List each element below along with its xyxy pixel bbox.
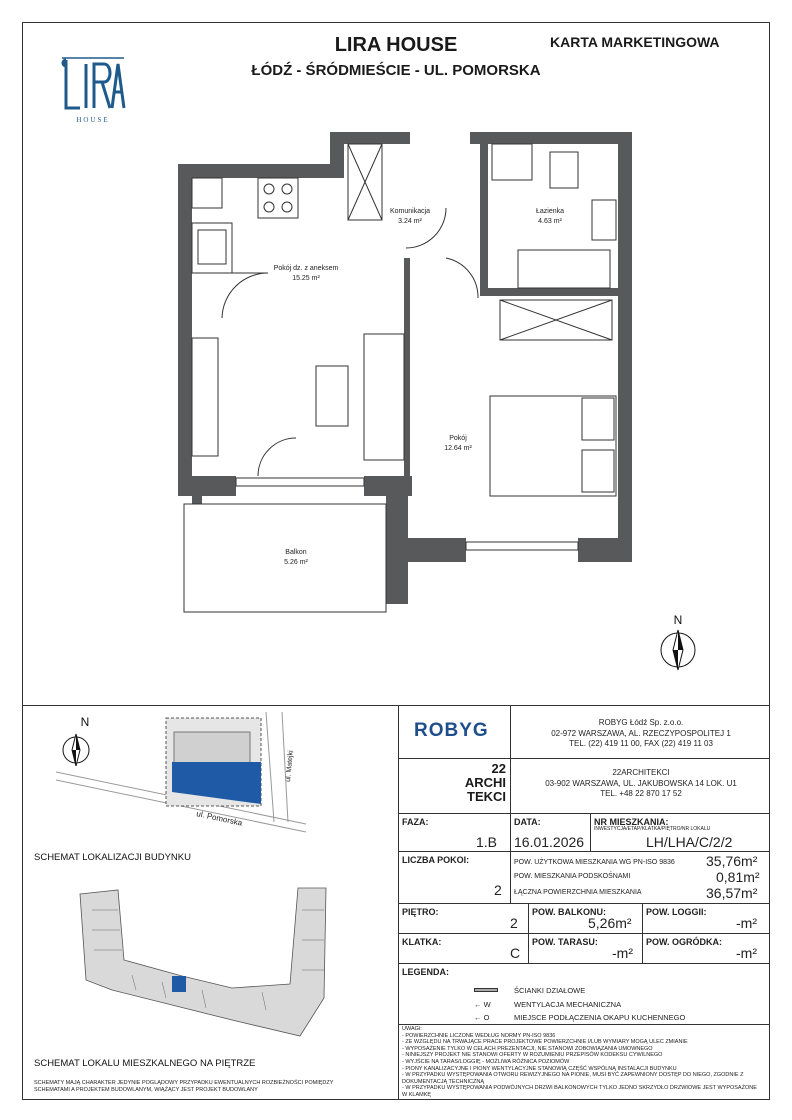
floor-scheme [72,880,332,1040]
note-line: - W PRZYPADKU WYSTĘPOWANIA PODWÓJNYCH DRZWI BALKONOWYCH TYLKO JEDNO SKRZYDŁO DRZWIOWE JEST WYPOSAŻONE W KLAMKĘ [402,1085,757,1098]
arch-logo-line: ARCHI [464,775,506,790]
note-line: - WYPOSAŻENIE TYLKO W CELACH PREZENTACJI, NIE STANOWI ZOBOWIĄZANIA UMOWNEGO [402,1045,653,1052]
architects-info [512,768,770,800]
klatka-label: KLATKA: [402,937,442,947]
room-lazienka-area: 4.63 m² [538,218,562,225]
row-line [398,851,770,852]
pokoi-value: 2 [494,882,502,898]
taras-label: POW. TARASU: [532,937,598,947]
room-balkon-name: Balkon [285,549,307,556]
room-komunikacja-area: 3.24 m² [398,218,422,225]
room-lazienka-name: Łazienka [535,208,565,215]
room-pokoj-dzienny-name: Pokój dz. z aneksem [273,265,339,272]
room-pokoj-name: Pokój [449,435,467,442]
legend-hood-symbol: ← O [474,1013,490,1022]
caption-floor: SCHEMAT LOKALU MIESZKALNEGO NA PIĘTRZE [34,1058,256,1069]
arch-line: 03-902 WARSZAWA, UL. JAKUBOWSKA 14 LOK. U1 [545,778,737,788]
loggia-label: POW. LOGGII: [646,907,707,917]
plan-compass-letter: N [673,613,683,627]
arch-logo-line: 22 [491,761,506,776]
balkon-label: POW. BALKONU: [532,907,606,917]
area-total-label: ŁĄCZNA POWIERZCHNIA MIESZKANIA [514,889,642,896]
lira-house-logo [58,52,128,124]
row-line [398,903,770,904]
col-line [510,851,511,903]
section-divider [22,705,770,706]
street-matejki: ul. Matejki [285,750,295,783]
project-title: LIRA HOUSE [334,34,458,56]
col-line [590,813,591,851]
robyg-logo: ROBYG [414,720,489,741]
robyg-line: TEL. (22) 419 11 00, FAX (22) 419 11 03 [569,739,713,748]
ogrodek-label: POW. OGRÓDKA: [646,937,722,947]
area-total-value: 36,57m² [706,885,758,901]
row-line [398,933,770,934]
row-line [398,813,770,814]
nr-label: NR MIESZKANIA: [594,817,669,827]
faza-label: FAZA: [402,817,429,827]
klatka-value: C [510,945,521,961]
note-line: - ZE WZGLĘDU NA TRWAJĄCE PRACE PROJEKTOWE POWIERZCHNIE I/LUB WYMIARY MOGĄ ULEC ZMIANIE [402,1039,688,1046]
robyg-info [512,718,770,750]
pokoi-label: LICZBA POKOI: [402,855,470,865]
schema-disclaimer: SCHEMATY MAJĄ CHARAKTER JEDYNIE POGLĄDOWY PRZYPADKU EWENTUALNYCH ROZBIEŻNOŚCI POMIĘDZY SCHEMATAMI A PROJEKTEM BUDOWLANYM, WIĄŻĄCY JEST PROJEKT BUDOWLANY [34,1080,334,1093]
project-subtitle: ŁÓDŹ - ŚRÓDMIEŚCIE - UL. POMORSKA [251,62,541,79]
area-slope-label: POW. MIESZKANIA PODSKOŚNAMI [514,873,631,880]
pietro-value: 2 [510,915,518,931]
note-line: - POWIERZCHNIE LICZONE WEDŁUG NORMY PN-ISO 9836 [402,1032,556,1039]
nr-sublabel: INWESTYCJA/ETAP/KLATKA/PIĘTRO/NR LOKALU [594,826,711,832]
nr-value: LH/LHA/C/2/2 [646,834,733,850]
notes-block [402,1026,762,1099]
legend-label: LEGENDA: [402,967,449,977]
architects-logo [440,762,506,804]
ogrodek-value: -m² [736,945,757,961]
row-line [398,963,770,964]
area-usable-value: 35,76m² [706,853,758,869]
street-pomorska: ul. Pomorska [195,809,244,828]
robyg-line: 02-972 WARSZAWA, AL. RZECZYPOSPOLITEJ 1 [551,728,731,738]
data-value: 16.01.2026 [514,834,585,850]
legend-item-text: ŚCIANKI DZIAŁOWE [514,986,586,995]
document-type: KARTA MARKETINGOWA [550,34,720,50]
notes-label: UWAGI: [402,1026,422,1032]
caption-building: SCHEMAT LOKALIZACJI BUDYNKU [34,852,191,863]
room-pokoj-dzienny-area: 15.25 m² [292,275,320,282]
room-komunikacja-name: Komunikacja [389,208,431,215]
pietro-label: PIĘTRO: [402,907,439,917]
note-line: - WYJŚCIE NA TARAS/LOGGIĘ - MOŻLIWA RÓŻNICA POZIOMÓW [402,1058,570,1065]
legend-vent-symbol: ← W [474,1000,491,1009]
note-line: - PIONY KANALIZACYJNE I PIONY WENTYLACYJNE STANOWIĄ CZĘŚĆ WSPÓLNĄ INSTALACJI BUDYNKU [402,1065,677,1072]
taras-value: -m² [612,945,633,961]
arch-line: TEL. +48 22 870 17 52 [600,789,682,798]
room-pokoj-area: 12.64 m² [444,445,472,452]
floor-plan [178,128,638,618]
location-compass-letter: N [80,715,90,729]
legend-item-text: MIEJSCE PODŁĄCZENIA OKAPU KUCHENNEGO [514,1013,686,1022]
partition-wall-swatch [474,988,498,992]
balkon-value: 5,26m² [588,915,632,931]
legend-item-text: WENTYLACJA MECHANICZNA [514,1000,622,1009]
area-slope-value: 0,81m² [716,869,760,885]
arch-line: 22ARCHITEKCI [612,768,670,777]
loggia-value: -m² [736,915,757,931]
row-line [398,758,770,759]
note-line: - NINIEJSZY PROJEKT NIE STANOWI OFERTY W ROZUMIENIU PRZEPISÓW KODEKSU CYWILNEGO [402,1052,663,1059]
col-line [510,813,511,851]
arch-logo-line: TEKCI [467,789,506,804]
logo-divider [510,705,511,813]
data-label: DATA: [514,817,541,827]
logo-word: HOUSE [76,116,110,124]
room-balkon-area: 5.26 m² [284,559,308,566]
faza-value: 1.B [476,834,498,850]
plan-compass [658,612,698,672]
area-usable-label: POW. UŻYTKOWA MIESZKANIA WG PN-ISO 9836 [514,859,675,866]
location-map [56,712,306,842]
robyg-line: ROBYG Łódź Sp. z.o.o. [598,718,684,727]
row-line [398,1024,770,1025]
note-line: - W PRZYPADKU WYSTĘPOWANIA OTWORU REWIZYJNEGO NA PIONIE, MUSI BYĆ ZAPEWNIONY DOSTĘP DO NIEGO, ZGODNIE Z DOKUMENTACJĄ TECHNICZNĄ [402,1072,744,1085]
